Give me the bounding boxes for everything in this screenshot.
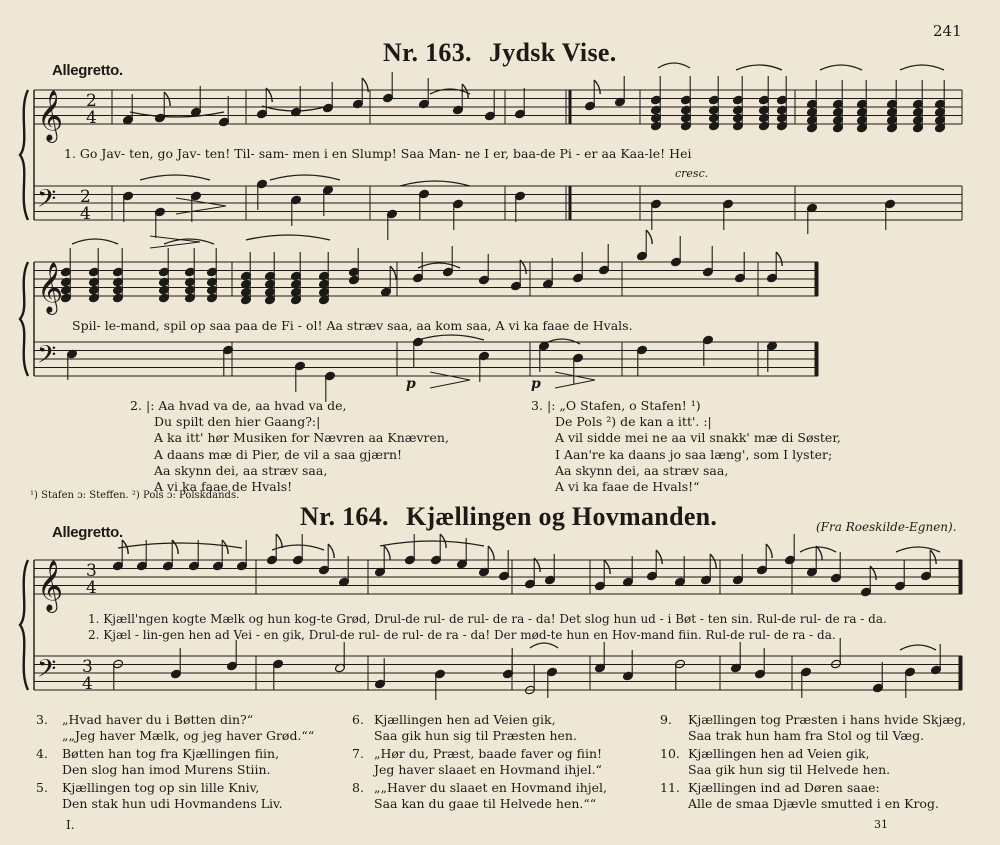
note-flag (816, 546, 822, 560)
song-title-164: Kjællingen og Hovmanden. (405, 502, 718, 531)
slur (246, 235, 330, 240)
time-sig-bottom: 4 (82, 674, 93, 694)
slur (140, 175, 210, 180)
song-164-heading (300, 502, 730, 532)
tempo-marking-164: Allegretto. (52, 524, 123, 541)
note-flag (384, 546, 390, 560)
note-flag (766, 544, 772, 558)
song163-system1-bass-staff (34, 186, 962, 220)
slur (530, 643, 558, 648)
song164-system-brace (20, 560, 28, 690)
note-flag (604, 560, 610, 574)
lyrics-line-163-2: Spil- le-mand, spil op saa paa de Fi - ol! Aa stræv saa, aa kom saa, A vi ka faae de Hvals. (72, 318, 633, 333)
song-number-163: Nr. 163. (383, 38, 472, 67)
slur (418, 263, 460, 268)
song163-system2-treble-staff (34, 262, 818, 296)
song163-system2-bass-clef: 𝄢 (37, 340, 57, 376)
dynamic-p-1: p (406, 376, 416, 392)
slur (658, 63, 690, 68)
note-flag (164, 92, 170, 106)
verse-163-2-number: 2. (130, 398, 142, 413)
note-flag (710, 554, 716, 568)
slur (736, 65, 782, 70)
time-sig-top: 3 (82, 657, 93, 677)
dynamic-cresc: cresc. (675, 167, 709, 180)
song163-system2-treble-clef: 𝄞 (37, 262, 64, 313)
song163-system2-bass-staff (34, 342, 818, 376)
verse-164-5: 5. Kjællingen tog op sin lille Kniv, Den stak hun udi Hovmandens Liv. (36, 780, 283, 812)
decrescendo (555, 372, 595, 388)
song163-system1-treble-clef: 𝄞 (37, 90, 64, 141)
note-flag (656, 550, 662, 564)
lyrics-line-164-2: 2. Kjæl - lin-gen hen ad Vei - en gik, Drul-de rul- de rul- de ra - da! Der mød-te hun en Hov-mand fiin. Rul-de rul- de ra - da. (88, 628, 836, 642)
slur (130, 112, 224, 117)
slur (900, 645, 936, 650)
slur (820, 65, 862, 70)
footnotes-163: ¹) Stafen ɔ: Steffen. ²) Pols ɔ: Polskdands. (30, 490, 240, 501)
decrescendo (430, 372, 470, 388)
time-sig-bottom: 4 (86, 578, 97, 598)
slur (418, 335, 484, 340)
song-number-164: Nr. 164. (300, 502, 389, 531)
song163-system2-brace (20, 262, 28, 376)
time-sig-top: 3 (86, 561, 97, 581)
slur (900, 65, 944, 70)
verse-164-6: 6. Kjællingen hen ad Veien gik, Saa gik hun sig til Præsten hen. (352, 712, 577, 744)
decrescendo (150, 236, 200, 248)
verse-164-7: 7. „Hør du, Præst, baade faver og fiin! Jeg haver slaaet en Hovmand ihjel.“ (352, 746, 603, 778)
verse-164-9: 9. Kjællingen tog Præsten i hans hvide Skjæg, Saa trak hun ham fra Stol og til Væg. (660, 712, 967, 744)
slur (400, 181, 470, 186)
slur (72, 239, 118, 244)
song164-system-treble-staff (34, 560, 962, 594)
verse-164-11: 11. Kjællingen ind ad Døren saae: Alle de smaa Djævle smutted i en Krog. (660, 780, 939, 812)
verse-163-3: |: „O Stafen, o Stafen! ¹) De Pols ²) de kan a itt'. :| A vil sidde mei ne aa vil snakk' mæ di Søster, I Aan're ka daans jo saa læng', som I lyster; Aa skynn dei, aa stræv saa, A vi ka faae de Hvals!“ (547, 398, 841, 495)
note-flag (172, 540, 178, 554)
song164-system-bass-clef: 𝄢 (37, 654, 57, 690)
slur (896, 547, 940, 552)
song164-system-treble-clef: 𝄞 (37, 560, 64, 611)
sheet-signature: I. (66, 818, 75, 832)
verse-164-4: 4. Bøtten han tog fra Kjællingen fiin, Den slog han imod Murens Stiin. (36, 746, 280, 778)
song-title-163: Jydsk Vise. (488, 38, 617, 67)
note-flag (646, 230, 652, 244)
note-flag (930, 550, 936, 564)
sheet-number: 31 (874, 818, 888, 831)
verse-163-2: |: Aa hvad va de, aa hvad va de, Du spilt den hier Gaang?:| A ka itt' hør Musiken for Nævren aa Knævren, A daans mæ di Pier, de vil a saa gjærn! Aa skynn dei, aa stræv saa, A vi ka faae de Hvals! (146, 398, 449, 495)
slur (544, 339, 580, 344)
song-source-164: (Fra Roeskilde-Egnen). (816, 520, 957, 534)
note-flag (594, 80, 600, 94)
note-flag (328, 544, 334, 558)
song163-system1-treble-staff (34, 90, 962, 124)
time-sig-bottom: 4 (80, 204, 91, 224)
verse-164-3: 3. „Hvad haver du i Bøtten din?“ „„Jeg haver Mælk, og jeg haver Grød.““ (36, 712, 315, 744)
note-flag (776, 252, 782, 266)
dynamic-p-2: p (531, 376, 541, 392)
verse-163-3-number: 3. (531, 398, 543, 413)
note-flag (488, 546, 494, 560)
lyrics-line-163-1: 1. Go Jav- ten, go Jav- ten! Til- sam- men i en Slump! Saa Man- ne I er, baa-de Pi - er aa Kaa-le! Hei (64, 146, 692, 161)
time-sig-top: 2 (86, 91, 97, 111)
song163-system1-brace (20, 90, 28, 220)
slur (270, 175, 340, 180)
time-sig-bottom: 4 (86, 108, 97, 128)
verse-164-10: 10. Kjællingen hen ad Veien gik, Saa gik hun sig til Helvede hen. (660, 746, 891, 778)
slur (118, 543, 242, 548)
time-sig-top: 2 (80, 187, 91, 207)
note-flag (390, 266, 396, 280)
verse-164-8: 8. „„Haver du slaaet en Hovmand ihjel, Saa kan du gaae til Helvede hen.““ (352, 780, 607, 812)
page-number: 241 (933, 22, 962, 40)
song163-system1-bass-clef: 𝄢 (37, 184, 57, 220)
lyrics-line-164-1: 1. Kjæll'ngen kogte Mælk og hun kog-te Grød, Drul-de rul- de rul- de ra - da! Det slog hun ud - i Bøt - ten sin. Rul-de rul- de ra - da. (88, 612, 887, 626)
slur (272, 545, 324, 550)
slur (380, 541, 484, 546)
note-flag (276, 534, 282, 548)
tempo-marking-163: Allegretto. (52, 62, 123, 79)
note-flag (222, 540, 228, 554)
